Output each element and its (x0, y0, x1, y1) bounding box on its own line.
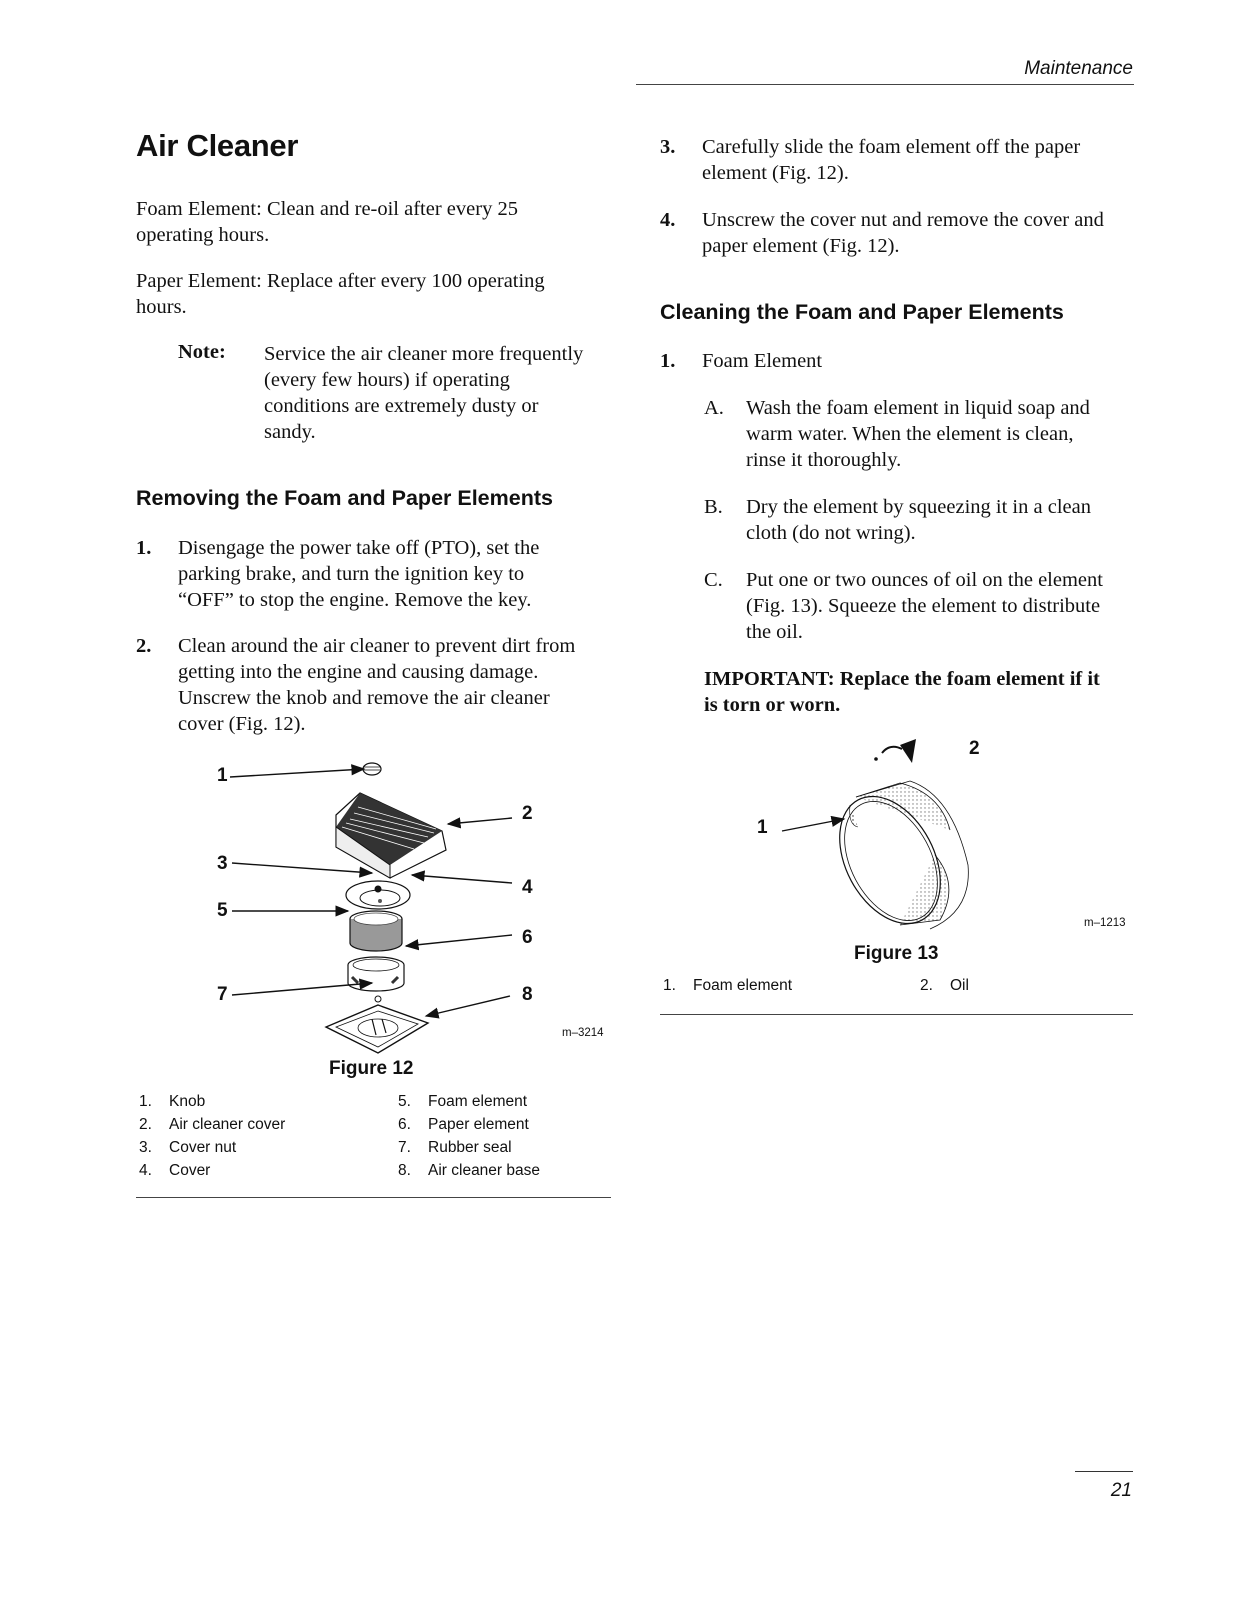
air-cleaner-cover-part (336, 793, 446, 878)
paper-interval: Paper Element: Replace after every 100 operating hours. (136, 270, 545, 318)
callout-arrow-4 (412, 875, 512, 883)
cleaning-substep-a: A. Wash the foam element in liquid soap and warm water. When the element is clean, rinse it thoroughly. (704, 397, 1090, 471)
rubber-seal-part (375, 996, 381, 1002)
air-cleaner-base-part (326, 1005, 428, 1053)
callout-arrow-8 (426, 996, 510, 1016)
footer-rule (1075, 1471, 1133, 1472)
fig13-callout-1: 1 (757, 817, 768, 838)
knob-part (363, 763, 381, 775)
fig12-caption: Figure 12 (329, 1058, 414, 1079)
important-notice: IMPORTANT: Replace the foam element if it is torn or worn. (704, 668, 1100, 716)
fig12-callout-2: 2 (522, 803, 533, 824)
figure-13-illustration (760, 735, 1000, 935)
fig12-callout-8: 8 (522, 984, 533, 1005)
page-title: Air Cleaner (136, 128, 299, 163)
fig12-callout-1: 1 (217, 765, 228, 786)
callout-arrow-3 (232, 863, 372, 873)
cleaning-step-1: 1. Foam Element (660, 350, 823, 372)
cleaning-substep-b: B. Dry the element by squeezing it in a clean cloth (do not wring). (704, 496, 1091, 544)
note-label: Note: (178, 341, 226, 363)
fig12-callout-7: 7 (217, 984, 228, 1005)
fig13-id: m–1213 (1084, 917, 1126, 929)
removing-step-3: 3. Carefully slide the foam element off the paper element (Fig. 12). (660, 136, 1081, 184)
header-rule (636, 84, 1134, 85)
figure-12-illustration (200, 755, 620, 1055)
callout-arrow-7 (232, 983, 372, 995)
fig12-callout-5: 5 (217, 900, 228, 921)
oil-can-icon (874, 739, 916, 763)
fig13-callout-2: 2 (969, 738, 980, 759)
foam-element-part (350, 911, 402, 951)
foam-interval: Foam Element: Clean and re-oil after every 25 operating hours. (136, 198, 518, 246)
running-header: Maintenance (1024, 58, 1133, 79)
fig12-callout-3: 3 (217, 853, 228, 874)
removing-step-1: 1. Disengage the power take off (PTO), set the parking brake, and turn the ignition key to “OFF” to stop the engine. Remove the key. (136, 537, 540, 611)
foam-ring-part (819, 779, 968, 940)
note-text: Service the air cleaner more frequently (every few hours) if operating conditions are extremely dusty or sandy. (264, 343, 584, 443)
removing-heading: Removing the Foam and Paper Elements (136, 486, 553, 510)
fig12-callout-6: 6 (522, 927, 533, 948)
callout-arrow-6 (406, 935, 512, 946)
cover-part (346, 881, 410, 909)
fig13-caption: Figure 13 (854, 943, 939, 964)
fig13-bottom-rule (660, 1014, 1133, 1015)
callout-arrow-2 (448, 818, 512, 824)
removing-step-2: 2. Clean around the air cleaner to prevent dirt from getting into the engine and causing damage. Unscrew the knob and remove the air cleaner cover (Fig. 12). (136, 635, 576, 735)
cleaning-substep-c: C. Put one or two ounces of oil on the element (Fig. 13). Squeeze the element to distribute the oil. (704, 569, 1103, 643)
fig12-bottom-rule (136, 1197, 611, 1198)
removing-step-4: 4. Unscrew the cover nut and remove the cover and paper element (Fig. 12). (660, 209, 1104, 257)
callout-arrow-1 (230, 769, 364, 777)
page-number: 21 (1110, 1480, 1132, 1501)
paper-element-part (348, 957, 404, 991)
cleaning-heading: Cleaning the Foam and Paper Elements (660, 300, 1064, 324)
fig12-id: m–3214 (562, 1027, 604, 1039)
fig12-callout-4: 4 (522, 877, 533, 898)
